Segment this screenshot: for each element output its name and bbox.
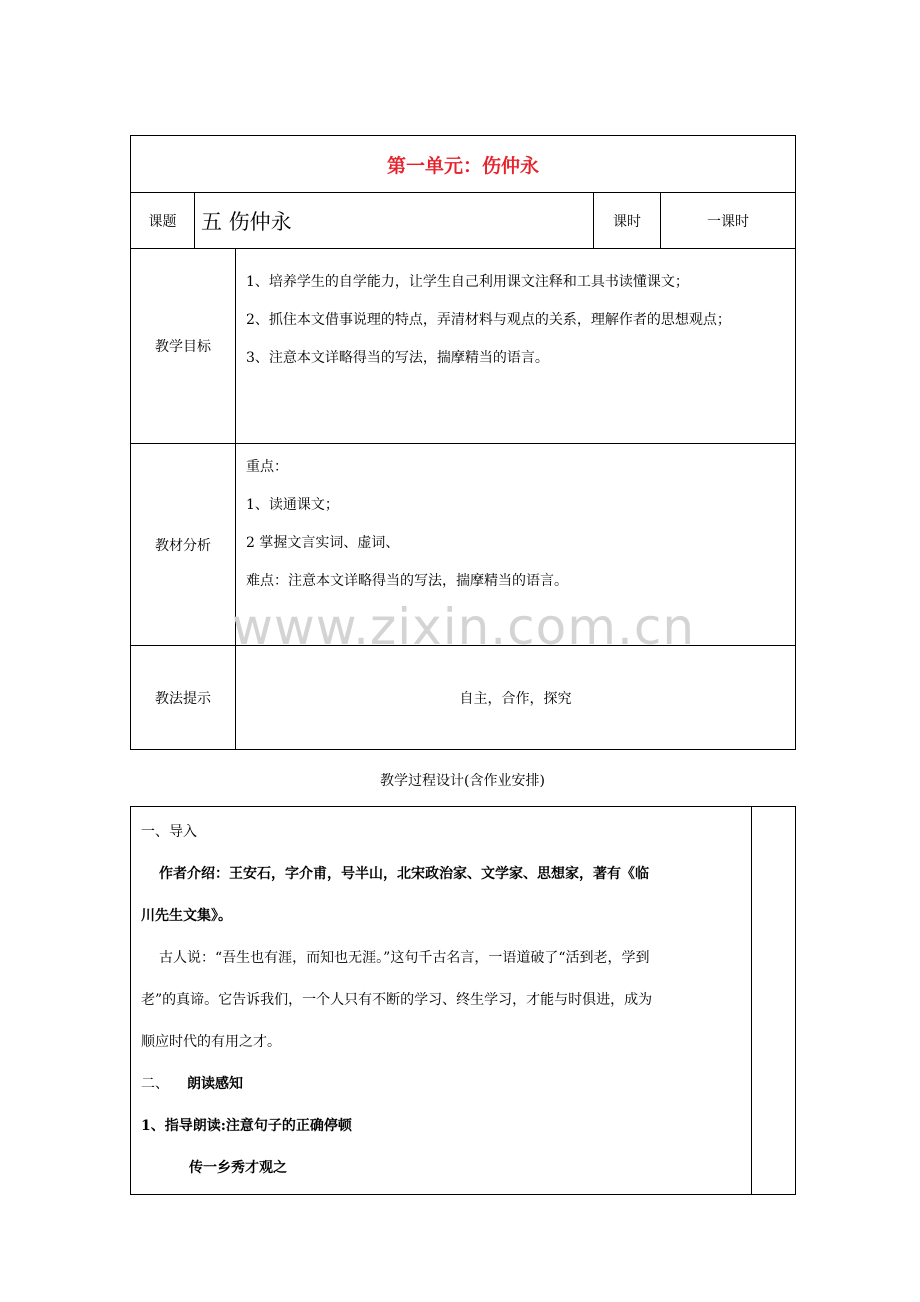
objective-item: 2、抓住本文借事说理的特点，弄清材料与观点的关系，理解作者的思想观点； bbox=[246, 312, 731, 328]
analysis-content bbox=[236, 444, 796, 646]
analysis-label: 教材分析 bbox=[131, 444, 236, 646]
process-table bbox=[130, 806, 796, 1195]
objective-item: 1、培养学生的自学能力，让学生自己利用课文注释和工具书读懂课文； bbox=[246, 274, 689, 290]
objective-item: 3、注意本文详略得当的写法，揣摩精当的语言。 bbox=[246, 350, 549, 366]
process-side-column bbox=[752, 807, 796, 1195]
objectives-content bbox=[236, 249, 796, 444]
method-label: 教法提示 bbox=[131, 646, 236, 750]
process-content bbox=[131, 807, 752, 1195]
hours-label: 课时 bbox=[594, 193, 661, 249]
analysis-line: 1、读通课文； bbox=[246, 497, 339, 513]
analysis-line: 重点： bbox=[246, 459, 288, 475]
quote-line: 古人说：“吾生也有涯，而知也无涯。”这句千古名言，一语道破了“活到老，学到 bbox=[159, 950, 650, 966]
reading-heading bbox=[141, 1073, 741, 1093]
objectives-label: 教学目标 bbox=[131, 249, 236, 444]
topic-value: 五 伤仲永 bbox=[195, 193, 594, 249]
hours-value: 一课时 bbox=[661, 193, 796, 249]
method-value: 自主，合作，探究 bbox=[236, 646, 796, 750]
author-intro-line: 川先生文集》。 bbox=[141, 908, 232, 924]
watermark-text: www.zixin.com.cn bbox=[232, 598, 696, 656]
analysis-line: 2 掌握文言实词、虚词、 bbox=[246, 535, 400, 551]
analysis-row bbox=[131, 444, 796, 646]
topic-label: 课题 bbox=[131, 193, 195, 249]
quote-line: 老”的真谛。它告诉我们，一个人只有不断的学习、终生学习，才能与时俱进，成为 bbox=[141, 992, 653, 1008]
title-row bbox=[131, 136, 796, 193]
process-caption: 教学过程设计(含作业安排) bbox=[380, 773, 545, 789]
reading-heading-text: 朗读感知 bbox=[187, 1076, 243, 1092]
unit-title: 第一单元：伤仲永 bbox=[131, 136, 796, 193]
reading-heading-number: 二、 bbox=[141, 1076, 169, 1092]
intro-heading: 一、导入 bbox=[141, 824, 197, 840]
quote-line: 顺应时代的有用之才。 bbox=[141, 1034, 281, 1050]
analysis-line: 难点：注意本文详略得当的写法，揣摩精当的语言。 bbox=[246, 573, 568, 589]
guide-example: 传一乡秀才观之 bbox=[189, 1160, 287, 1176]
author-intro-line: 作者介绍：王安石，字介甫，号半山，北宋政治家、文学家、思想家，著有《临 bbox=[159, 866, 649, 882]
lesson-plan-table bbox=[130, 135, 796, 750]
method-row bbox=[131, 646, 796, 750]
objectives-row bbox=[131, 249, 796, 444]
guide-heading: 1、指导朗读:注意句子的正确停顿 bbox=[141, 1118, 352, 1134]
topic-row bbox=[131, 193, 796, 249]
